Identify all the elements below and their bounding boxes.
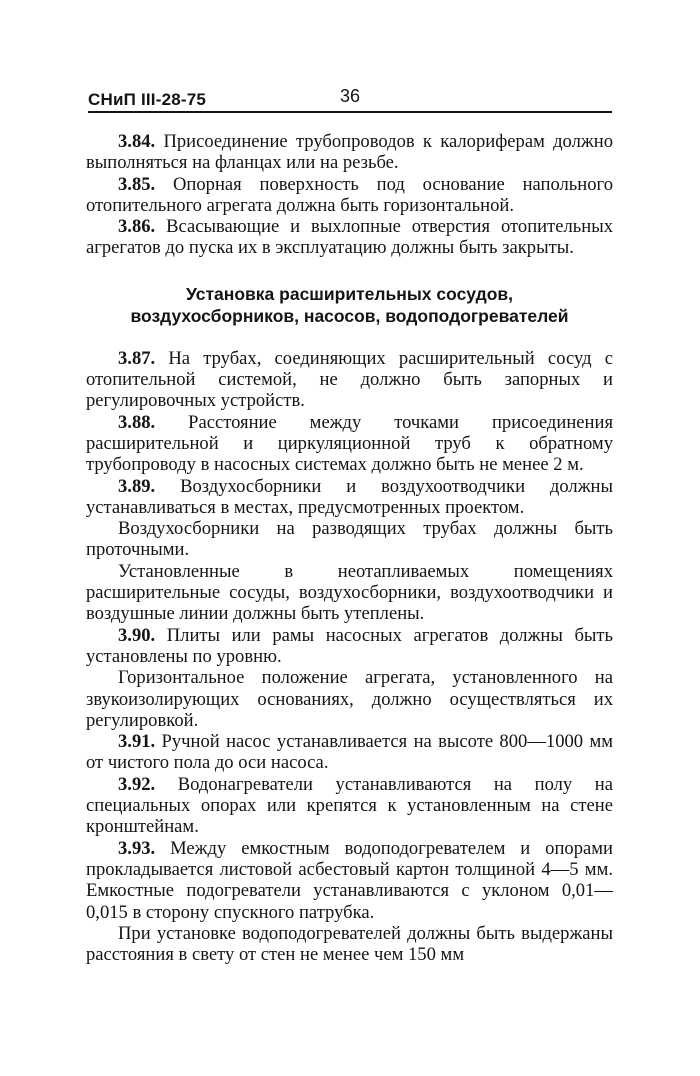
page-number: 36 <box>340 86 361 106</box>
section-title <box>86 283 613 327</box>
section-title-line-2: воздухосборников, насосов, водоподогревателей <box>130 305 569 326</box>
paragraph-3-87: 3.87. На трубах, соединяющих расширительный сосуд с отопительной системой, не должно быть запорных и регулировочных устройств. <box>86 347 613 412</box>
section-title-line-1: Установка расширительных сосудов, <box>185 283 514 304</box>
page-header <box>88 86 612 116</box>
paragraph-3-93-b: При установке водоподогревателей должны быть выдержаны расстояния в свету от стен не менее чем 150 мм <box>86 922 613 966</box>
paragraph-3-84: 3.84. Присоединение трубопроводов к калориферам должно выполняться на фланцах или на резьбе. <box>86 131 613 174</box>
document-code: СНиП III-28-75 <box>88 90 207 109</box>
header-rule <box>88 111 612 113</box>
paragraph-3-90: 3.90. Плиты или рамы насосных агрегатов должны быть установлены по уровню. <box>86 624 613 667</box>
paragraph-3-92: 3.92. Водонагреватели устанавливаются на полу на специальных опорах или крепятся к установленным на стене кронштейнам. <box>86 773 613 838</box>
paragraph-3-89-b: Воздухосборники на разводящих трубах должны быть проточными. <box>86 518 613 561</box>
paragraph-3-90-b: Горизонтальное положение агрегата, установленного на звукоизолирующих основаниях, должно осуществляться их регулировкой. <box>86 667 613 731</box>
paragraph-3-89-c: Установленные в неотапливаемых помещениях расширительные сосуды, воздухосборники, воздухоотводчики и воздушные линии должны быть утеплены. <box>86 560 613 625</box>
paragraph-3-86: 3.86. Всасывающие и выхлопные отверстия отопительных агрегатов до пуска их в эксплуатацию должны быть закрыты. <box>86 216 613 259</box>
paragraph-3-88: 3.88. Расстояние между точками присоединения расширительной и циркуляционной труб к обратному трубопроводу в насосных системах должно быть не менее 2 м. <box>86 411 613 476</box>
paragraph-3-85: 3.85. Опорная поверхность под основание напольного отопительного агрегата должна быть горизонтальной. <box>86 173 613 216</box>
paragraph-3-91: 3.91. Ручной насос устанавливается на высоте 800—1000 мм от чистого пола до оси насоса. <box>86 731 613 774</box>
document-body <box>86 131 613 965</box>
paragraph-3-89: 3.89. Воздухосборники и воздухоотводчики должны устанавливаться в местах, предусмотренных проектом. <box>86 475 613 518</box>
paragraph-3-93: 3.93. Между емкостным водоподогревателем и опорами прокладывается листовой асбестовый картон толщиной 4—5 мм. Емкостные подогреватели устанавливаются с уклоном 0,01—0,015 в сторону спускного патрубка. <box>86 837 613 923</box>
